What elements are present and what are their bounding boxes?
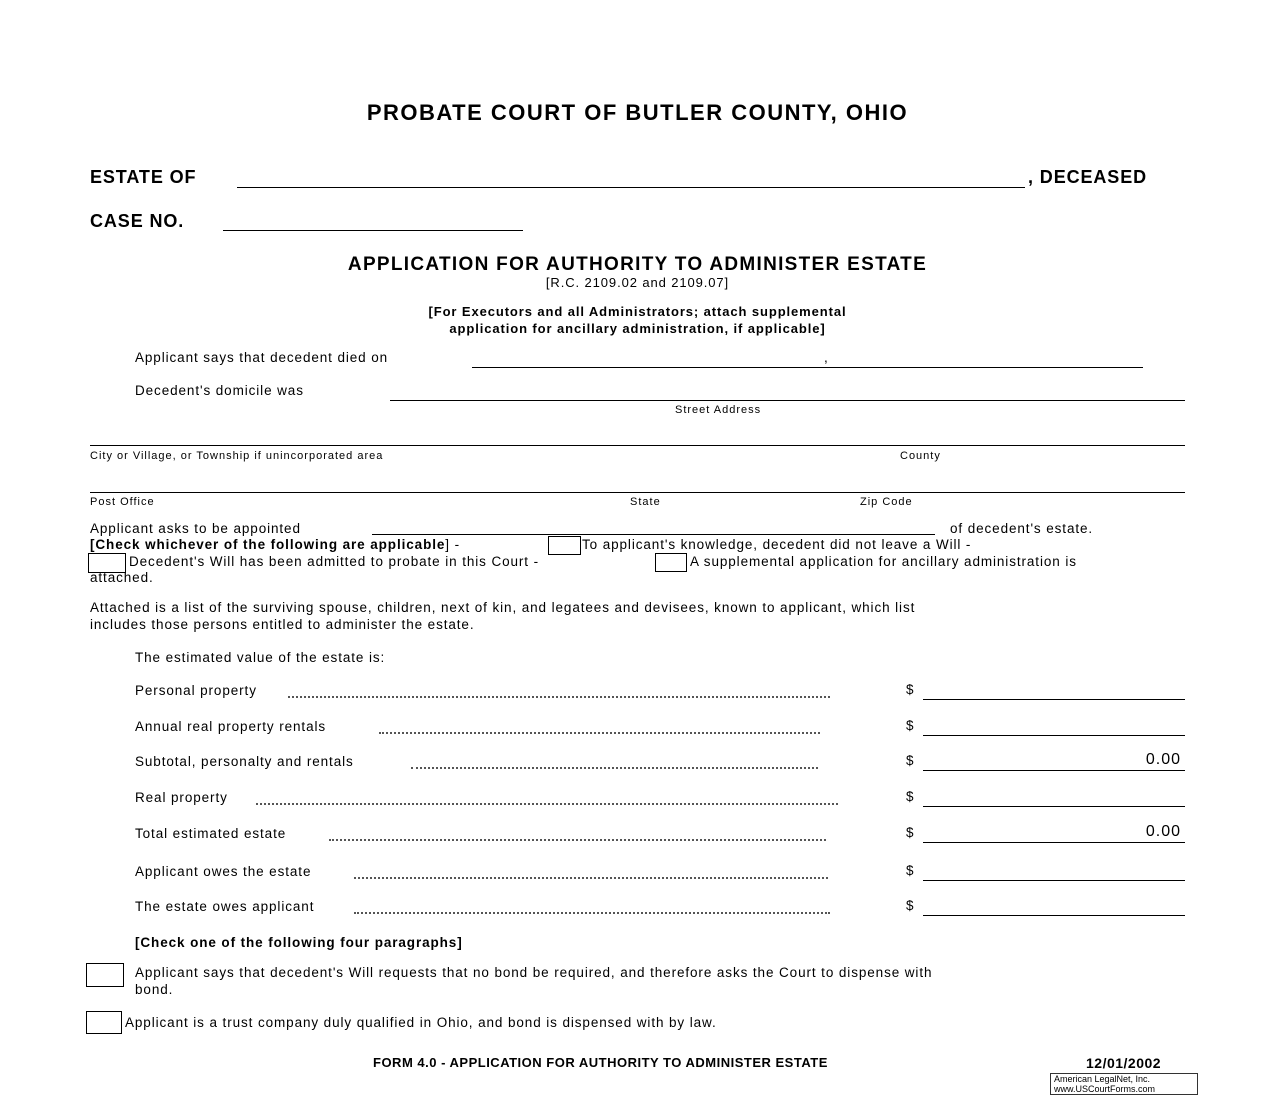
estimate-row-label: Personal property (135, 683, 257, 698)
currency-symbol: $ (906, 898, 915, 913)
estimate-value-field[interactable] (923, 735, 1185, 736)
trust-company-checkbox[interactable] (86, 1011, 122, 1034)
dot-leader (354, 912, 830, 914)
currency-symbol: $ (906, 753, 915, 768)
estimate-row-label: Real property (135, 790, 228, 805)
estimate-row-label: Total estimated estate (135, 826, 287, 841)
zip-caption: Zip Code (860, 496, 913, 508)
dot-leader (354, 877, 828, 879)
case-no-field[interactable] (223, 230, 523, 231)
currency-symbol: $ (906, 863, 915, 878)
currency-symbol: $ (906, 789, 915, 804)
estimate-row-label: Applicant owes the estate (135, 864, 312, 879)
post-office-caption: Post Office (90, 496, 155, 508)
estimate-intro: The estimated value of the estate is: (135, 650, 386, 665)
estimate-value-field[interactable] (923, 806, 1185, 807)
estimate-value-field[interactable] (923, 915, 1185, 916)
death-date-field[interactable] (472, 367, 1143, 368)
no-bond-will-checkbox[interactable] (86, 963, 124, 987)
estimate-value: 0.00 (1145, 823, 1181, 840)
currency-symbol: $ (906, 682, 915, 697)
state-caption: State (630, 496, 661, 508)
estate-name-field[interactable] (237, 187, 1025, 188)
dot-leader (288, 696, 830, 698)
supplemental-text: A supplemental application for ancillary administration is (690, 554, 1077, 569)
bond-intro: [Check one of the following four paragraphs] (135, 935, 463, 950)
currency-symbol: $ (906, 718, 915, 733)
currency-symbol: $ (906, 825, 915, 840)
supplemental-text-2: attached. (90, 570, 154, 585)
court-title: PROBATE COURT OF BUTLER COUNTY, OHIO (366, 100, 909, 125)
estimate-value-field[interactable] (923, 699, 1185, 700)
estimate-value-field[interactable] (923, 880, 1185, 881)
supplemental-checkbox[interactable] (655, 553, 687, 572)
application-title: APPLICATION FOR AUTHORITY TO ADMINISTER ESTATE (347, 254, 928, 275)
vendor-name: American LegalNet, Inc. (1054, 1074, 1151, 1084)
check-intro-end: ] - (445, 537, 460, 552)
appointment-field[interactable] (372, 534, 935, 535)
vendor-url: www.USCourtForms.com (1054, 1083, 1156, 1094)
trust-company-text: Applicant is a trust company duly qualified in Ohio, and bond is dispensed with by law. (125, 1015, 717, 1030)
attached-line-1: Attached is a list of the surviving spouse, children, next of kin, and legatees and devisees, known to applicant, which list (90, 600, 916, 615)
case-no-label: CASE NO. (90, 211, 185, 231)
vendor-stamp (1050, 1073, 1198, 1095)
street-address-field[interactable] (390, 400, 1185, 401)
no-will-checkbox[interactable] (548, 536, 581, 555)
county-caption: County (900, 450, 941, 462)
deceased-label: , DECEASED (1028, 167, 1148, 187)
dot-leader (256, 803, 838, 805)
estate-of-label: ESTATE OF (90, 167, 197, 187)
estimate-row-label: Subtotal, personalty and rentals (135, 754, 354, 769)
post-office-field[interactable] (90, 492, 1185, 493)
city-county-field[interactable] (90, 445, 1185, 446)
domicile-label: Decedent's domicile was (135, 383, 304, 398)
check-intro: [Check whichever of the following are applicable (90, 537, 446, 552)
dot-leader (329, 839, 826, 841)
dot-leader (379, 732, 820, 734)
no-will-text: To applicant's knowledge, decedent did not leave a Will - (582, 537, 972, 552)
note-line-2: application for ancillary administration, if applicable] (449, 321, 826, 336)
attached-line-2: includes those persons entitled to administer the estate. (90, 617, 475, 632)
died-on-label: Applicant says that decedent died on (135, 350, 389, 365)
appoint-label: Applicant asks to be appointed (90, 521, 301, 536)
death-comma: , (824, 350, 829, 365)
estimate-value-field[interactable] (923, 842, 1185, 843)
no-bond-text-2: bond. (135, 982, 174, 997)
estimate-row-label: The estate owes applicant (135, 899, 315, 914)
city-caption: City or Village, or Township if unincorporated area (90, 450, 384, 462)
appoint-suffix: of decedent's estate. (950, 521, 1094, 536)
estimate-value-field[interactable] (923, 770, 1185, 771)
estimate-row-label: Annual real property rentals (135, 719, 327, 734)
note-line-1: [For Executors and all Administrators; attach supplemental (428, 304, 847, 319)
form-footer: FORM 4.0 - APPLICATION FOR AUTHORITY TO ADMINISTER ESTATE (373, 1055, 828, 1070)
form-date: 12/01/2002 (1086, 1055, 1162, 1071)
no-bond-text-1: Applicant says that decedent's Will requests that no bond be required, and therefore asks the Court to dispense with (135, 965, 933, 980)
statute-ref: [R.C. 2109.02 and 2109.07] (545, 275, 730, 290)
estimate-value: 0.00 (1145, 751, 1181, 768)
street-address-caption: Street Address (675, 404, 762, 416)
will-admitted-text: Decedent's Will has been admitted to probate in this Court - (129, 554, 540, 569)
dot-leader (411, 767, 818, 769)
